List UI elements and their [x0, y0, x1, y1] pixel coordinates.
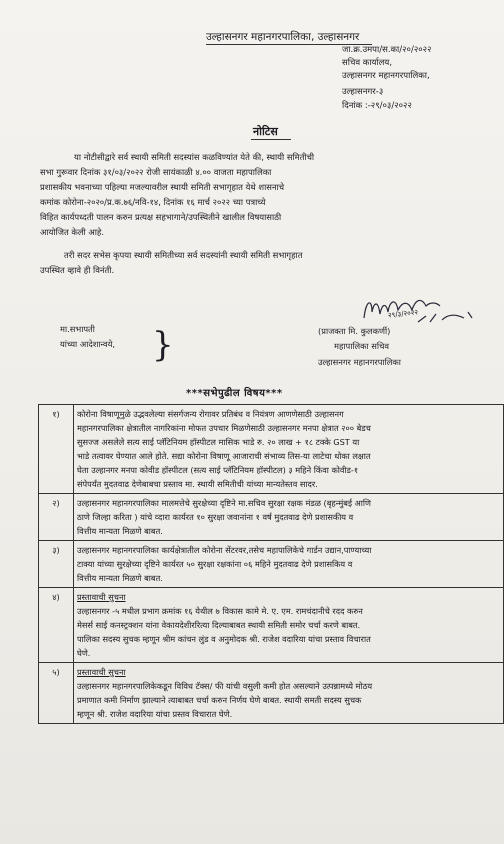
item-line: कोरोना विषाणूमुळे उद्भवलेल्या संसर्गजन्य रोगावर प्रतिबंध व नियंत्रण आणणेसाठी उल्हासनग — [77, 409, 344, 419]
para1-line: आयोजित केली आहे. — [40, 227, 105, 237]
ref-org: उल्हासनगर महानगरपालिका, — [342, 71, 430, 81]
item-line: महानगरपालिका क्षेत्रातील नागरिकांना मोफत उपचार मिळणेसाठी उल्हासनगर मनपा क्षेत्रात २०० बेडच — [77, 423, 371, 433]
item-line: टाक्या यांच्या सुरक्षेच्या दृष्टिने कार्यरत ५० सुरक्षा रक्षकांना ०६ महिने मुदतवाढ देणे प्रशासकिय व — [77, 559, 353, 569]
para1-line: प्रशासकीय भवनाच्या पहिल्या मजल्यावरील स्थायी समिती सभागृहात येथे शासनाचे — [40, 182, 285, 192]
para1-line: सभा गुरूवार दिनांक ३१/०३/२०२२ रोजी सायंकाळी ४.०० वाजता महापालिका — [40, 167, 272, 177]
item-text — [74, 663, 504, 724]
item-line: ठाणे जिल्हा करिता ) यांचे व्दारा कार्यरत १० सुरक्षा जवानांना १ वर्ष मुदतवाढ देणे प्रशासकीय व — [77, 512, 354, 522]
agenda-row — [39, 588, 504, 663]
item-line: संपेपर्यंत मुदतवाढ देणेबाबचा प्रस्ताव मा. स्थायी समितीची यांच्या मान्यतेस्तव सादर. — [77, 479, 318, 489]
item-line: मेसर्स साई कनस्ट्रक्शन यांना वेकायदेशीररित्या दिल्याबाबत स्थायी समिती समोर चर्चा करणे बाबत. — [77, 620, 361, 630]
item-number: २) — [39, 494, 74, 541]
item-line: उल्हासनगर महानगरपालिका मालमत्तेचे सुरक्षेच्या दृष्टिने मा.सचिव सुरक्षा रक्षक मंडळ (बृहन्मुंबई आणि — [77, 498, 371, 508]
item-line: वित्तीय मान्यता मिळणे बाबत. — [77, 573, 163, 583]
order-brace: } — [152, 325, 174, 365]
paragraph-2 — [40, 248, 486, 278]
paragraph-1 — [40, 150, 486, 240]
ref-date: दिनांक :-२९/०३/२०२२ — [342, 101, 412, 111]
order-line-2: यांच्या आदेशान्वये, — [60, 339, 116, 349]
item-line: उल्हासनगर महानगरपालिकेकडून विविध टॅक्स/ फी यांची वसुली कमी होत असल्याने उत्पन्नामध्ये मोठय — [77, 681, 373, 691]
item-line: म्हणून श्री. राजेश वदारिया यांचा प्रस्तव विचारात घेणे. — [77, 709, 233, 719]
agenda-row — [39, 494, 504, 541]
item-line: पालिका सदस्य सुचक म्हणून श्रीम कांचन लुंड व अनुमोदक श्री. राजेश वदारिया यांचा प्रस्ताव विचारात — [77, 634, 371, 644]
para2-line: उपस्थित व्हावे ही विनंती. — [40, 265, 115, 275]
ref-city: उल्हासनगर-३ — [342, 87, 384, 97]
item-line: वित्तीय मान्यता मिळणे बाबत. — [77, 526, 163, 536]
item-text — [74, 541, 504, 588]
item-line: घेता उल्हानगर मनपा कोवीड हॉस्पीटल (सत्य साई प्लॅटिनियम हॉस्पीटल) ३ महिने किंवा कोवीड-१ — [77, 465, 359, 475]
item-line: सुसज्ज असलेले सत्य साई प्लॅटिनियम हॉस्पीटल मासिक भाडे रु. २० लाख + १८ टक्के GST या — [77, 437, 360, 447]
para2-line: तरी सदर सभेस कृपया स्थायी समितीच्या सर्व सदस्यांनी स्थायी समिती सभागृहात — [64, 250, 303, 260]
signature-scrawl — [360, 292, 478, 328]
signatory-org: उल्हासनगर महानगरपालिका — [318, 357, 401, 367]
item-heading: प्रस्तावाची सुचना — [77, 667, 126, 677]
item-number: ४) — [39, 588, 74, 663]
order-line-1: मा.सभापती — [60, 324, 95, 334]
item-line: प्रमाणात कमी निर्माण झाल्याने त्याबाबत चर्चा करुन निर्णय घेणे बाबत. स्थायी समती सदस्य सुचक — [77, 695, 362, 705]
notice-underline — [251, 139, 291, 140]
para1-line: कमांक कोरोना-२०२०/प्र.क.७६/नवि-१४, दिनांक १६ मार्च २०२२ च्या पत्राच्ये — [40, 197, 266, 207]
notice-title: नोटिस — [253, 125, 278, 138]
agenda-table — [38, 404, 504, 724]
org-heading: उल्हासनगर महानगरपालिका, उल्हासनगर — [206, 31, 360, 43]
agenda-row — [39, 405, 504, 494]
item-text — [74, 405, 504, 494]
item-line: भाडे तत्वावर घेण्यात आले होते. सद्या कोरोना विषाणू आजाराची संभाव्य तिस-या लाटेचा धोका लक्षात — [77, 451, 371, 461]
para1-line: या नोटीसीद्वारे सर्व स्थायी समिती सदस्यांस कळविण्यांत येते की, स्थायी समितीची — [74, 152, 315, 162]
signatory-name: (प्राजक्ता मि. कुलकर्णी) — [318, 326, 391, 336]
para1-line: विहित कार्यपध्दती पालन करुन प्रत्यक्ष सहभागाने/उपस्थितीने खालील विषयासाठी — [40, 212, 282, 222]
item-line: घेणे. — [77, 648, 91, 658]
agenda-heading: ***सभेपुढील विषय*** — [186, 388, 283, 399]
ref-number: जा.क्र.उमपा/स.का/२०/२०२२ — [342, 45, 432, 55]
item-number: ५) — [39, 663, 74, 724]
item-heading: प्रस्तावाची सुचना — [77, 592, 126, 602]
item-number: ३) — [39, 541, 74, 588]
signature-date: २९/३/२०२२ — [387, 308, 419, 320]
item-text — [74, 494, 504, 541]
agenda-row — [39, 663, 504, 724]
signatory-designation: महापालिका सचिव — [334, 341, 389, 351]
item-line: उल्हासनगर महानगरपालिका कार्यक्षेत्रातील कोरोना सेंटरवर,तसेच महापालिकेचे गार्डन उद्यान,पाण्याच्या — [77, 545, 372, 555]
ref-office: सचिव कार्यालय, — [342, 58, 393, 68]
agenda-row — [39, 541, 504, 588]
item-text — [74, 588, 504, 663]
item-number: १) — [39, 405, 74, 494]
item-line: उल्हासनगर -५ मधील प्रभाग क्रमांक १६ येथील ७ विकास कामे मे. ए. एम. रामचंदानीचे रदद करुन — [77, 606, 363, 616]
